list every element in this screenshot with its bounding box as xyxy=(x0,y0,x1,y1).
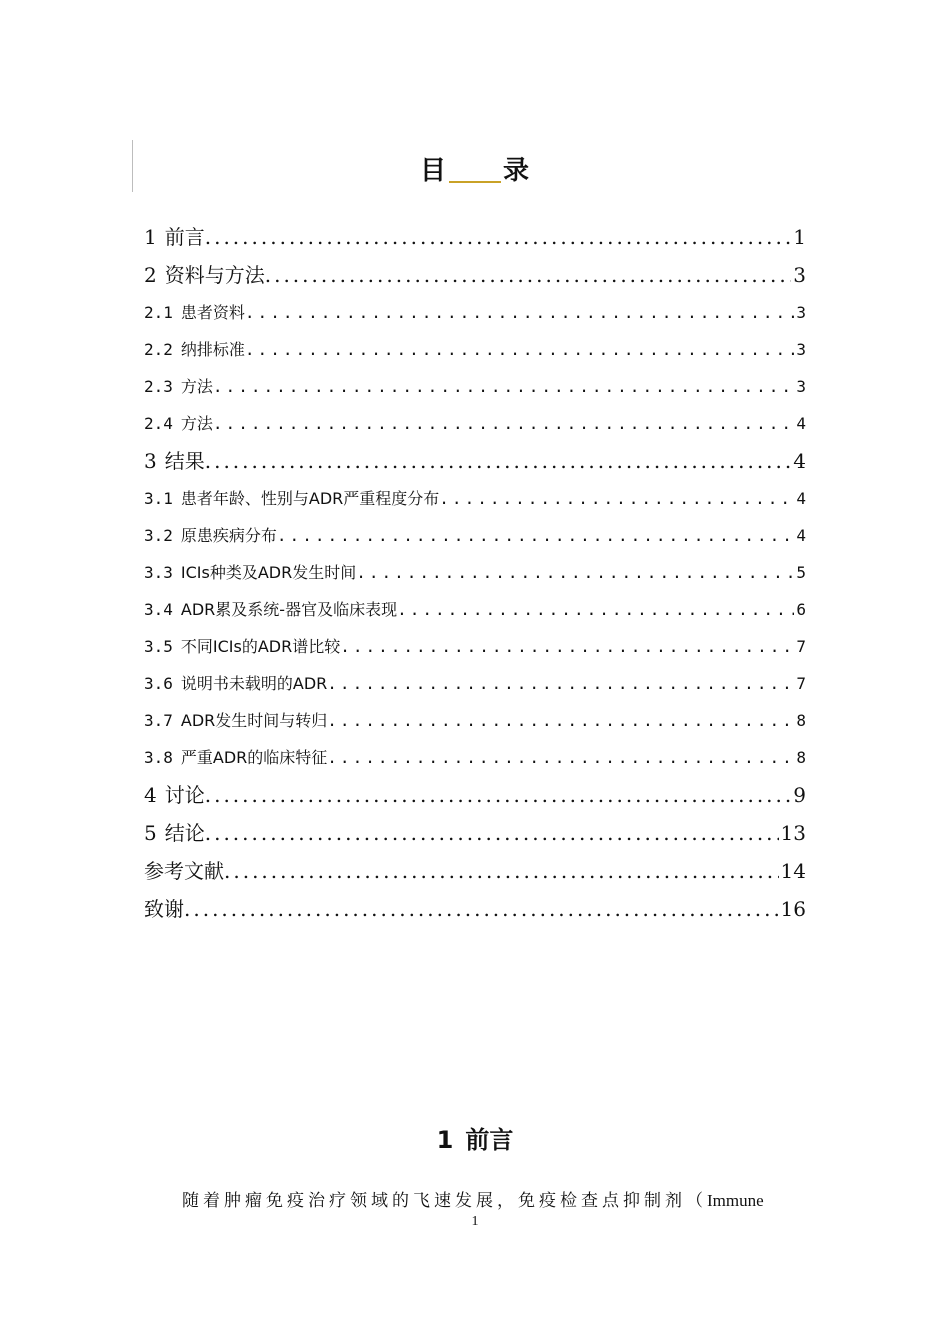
toc-entry-page: 14 xyxy=(780,859,806,883)
toc-title-right: 录 xyxy=(503,156,531,186)
toc-leader-dots xyxy=(205,776,792,814)
toc-entry-title: 患者资料 xyxy=(180,303,245,322)
title-gap-underline xyxy=(449,180,501,183)
toc-leader-dots xyxy=(245,331,794,368)
toc-entry-number: 3.5 xyxy=(144,637,173,656)
toc-entry-page: 4 xyxy=(796,489,806,508)
body-paragraph xyxy=(182,1186,806,1211)
toc-entry-number: 3.8 xyxy=(144,748,173,767)
toc-entry-title: 资料与方法 xyxy=(164,263,265,287)
toc-leader-dots xyxy=(439,480,794,517)
toc-leader-dots xyxy=(327,665,794,702)
toc-entry-number: 3.2 xyxy=(144,526,173,545)
toc-entry-number: 4 xyxy=(144,783,157,807)
toc-title xyxy=(0,150,950,187)
toc-leader-dots xyxy=(397,591,794,628)
toc-leader-dots xyxy=(277,517,794,554)
toc-entry-title: ADR发生时间与转归 xyxy=(180,711,328,730)
toc-entry-number: 1 xyxy=(144,225,157,249)
toc-entry-title: 原患疾病分布 xyxy=(180,526,277,545)
toc-entry-page: 1 xyxy=(793,225,806,249)
toc-entry[interactable] xyxy=(144,776,806,814)
toc-leader-dots xyxy=(213,405,794,442)
toc-entry-number: 3.7 xyxy=(144,711,173,730)
section-number: 1 xyxy=(436,1126,454,1154)
toc-entry-page: 4 xyxy=(796,526,806,545)
toc-entry-page: 4 xyxy=(796,414,806,433)
page-number: 1 xyxy=(471,1214,479,1229)
toc-entry-title: 致谢 xyxy=(144,897,184,921)
toc-entry[interactable] xyxy=(144,665,806,702)
toc-leader-dots xyxy=(327,702,794,739)
toc-entry-title: 患者年龄、性别与ADR严重程度分布 xyxy=(180,489,440,508)
toc-entry[interactable] xyxy=(144,294,806,331)
toc-entry-title: 不同ICIs的ADR谱比较 xyxy=(180,637,341,656)
toc-entry-page: 3 xyxy=(796,303,806,322)
toc-entry-title: ICIs种类及ADR发生时间 xyxy=(180,563,357,582)
toc-leader-dots xyxy=(213,368,794,405)
toc-leader-dots xyxy=(205,442,792,480)
toc-entry-title: 前言 xyxy=(164,225,205,249)
toc-leader-dots xyxy=(205,218,792,256)
table-of-contents xyxy=(144,218,806,928)
toc-entry[interactable] xyxy=(144,739,806,776)
toc-leader-dots xyxy=(184,890,779,928)
toc-entry[interactable] xyxy=(144,442,806,480)
toc-title-left: 目 xyxy=(419,156,447,186)
toc-leader-dots xyxy=(205,814,779,852)
toc-entry-title: 纳排标准 xyxy=(180,340,245,359)
toc-entry-page: 4 xyxy=(793,449,806,473)
toc-entry-number: 3.1 xyxy=(144,489,173,508)
toc-entry-number: 2.2 xyxy=(144,340,173,359)
toc-entry-page: 16 xyxy=(780,897,806,921)
toc-entry-page: 3 xyxy=(796,377,806,396)
toc-entry-title: 讨论 xyxy=(164,783,205,807)
toc-entry-title: 方法 xyxy=(180,377,213,396)
toc-entry[interactable] xyxy=(144,852,806,890)
toc-entry-number: 3.3 xyxy=(144,563,173,582)
toc-entry-title: ADR累及系统-器官及临床表现 xyxy=(180,600,398,619)
toc-entry-number: 2 xyxy=(144,263,157,287)
toc-leader-dots xyxy=(245,294,794,331)
toc-entry-title: 严重ADR的临床特征 xyxy=(180,748,328,767)
toc-entry-title: 结论 xyxy=(164,821,205,845)
toc-entry[interactable] xyxy=(144,554,806,591)
toc-entry-page: 3 xyxy=(793,263,806,287)
toc-entry[interactable] xyxy=(144,331,806,368)
toc-entry-number: 5 xyxy=(144,821,157,845)
toc-entry-number: 3 xyxy=(144,449,157,473)
toc-entry-page: 8 xyxy=(796,711,806,730)
toc-entry-title: 方法 xyxy=(180,414,213,433)
toc-entry-number: 3.4 xyxy=(144,600,173,619)
toc-entry-number: 2.4 xyxy=(144,414,173,433)
toc-entry[interactable] xyxy=(144,368,806,405)
section-heading xyxy=(0,1120,950,1155)
toc-entry[interactable] xyxy=(144,890,806,928)
toc-entry-title: 说明书未载明的ADR xyxy=(180,674,328,693)
toc-entry[interactable] xyxy=(144,480,806,517)
toc-entry[interactable] xyxy=(144,218,806,256)
toc-leader-dots xyxy=(327,739,794,776)
toc-entry[interactable] xyxy=(144,405,806,442)
toc-entry-title: 结果 xyxy=(164,449,205,473)
toc-entry-page: 3 xyxy=(796,340,806,359)
toc-leader-dots xyxy=(224,852,779,890)
toc-entry-number: 2.3 xyxy=(144,377,173,396)
toc-entry-number: 3.6 xyxy=(144,674,173,693)
toc-entry[interactable] xyxy=(144,628,806,665)
toc-entry[interactable] xyxy=(144,517,806,554)
toc-entry-page: 8 xyxy=(796,748,806,767)
toc-entry[interactable] xyxy=(144,702,806,739)
toc-entry[interactable] xyxy=(144,591,806,628)
toc-entry-page: 13 xyxy=(780,821,806,845)
toc-leader-dots xyxy=(356,554,794,591)
toc-entry[interactable] xyxy=(144,814,806,852)
paragraph-text: 随着肿瘤免疫治疗领域的飞速发展，免疫检查点抑制剂（ xyxy=(182,1191,707,1211)
toc-entry-page: 7 xyxy=(796,637,806,656)
paragraph-latin-text: Immune xyxy=(707,1191,764,1210)
toc-entry-number: 2.1 xyxy=(144,303,173,322)
toc-entry-page: 6 xyxy=(796,600,806,619)
toc-entry-page: 9 xyxy=(793,783,806,807)
toc-leader-dots xyxy=(265,256,792,294)
toc-entry-page: 5 xyxy=(796,563,806,582)
toc-entry-page: 7 xyxy=(796,674,806,693)
section-title: 前言 xyxy=(465,1126,514,1154)
toc-entry[interactable] xyxy=(144,256,806,294)
toc-entry-title: 参考文献 xyxy=(144,859,224,883)
toc-leader-dots xyxy=(340,628,794,665)
